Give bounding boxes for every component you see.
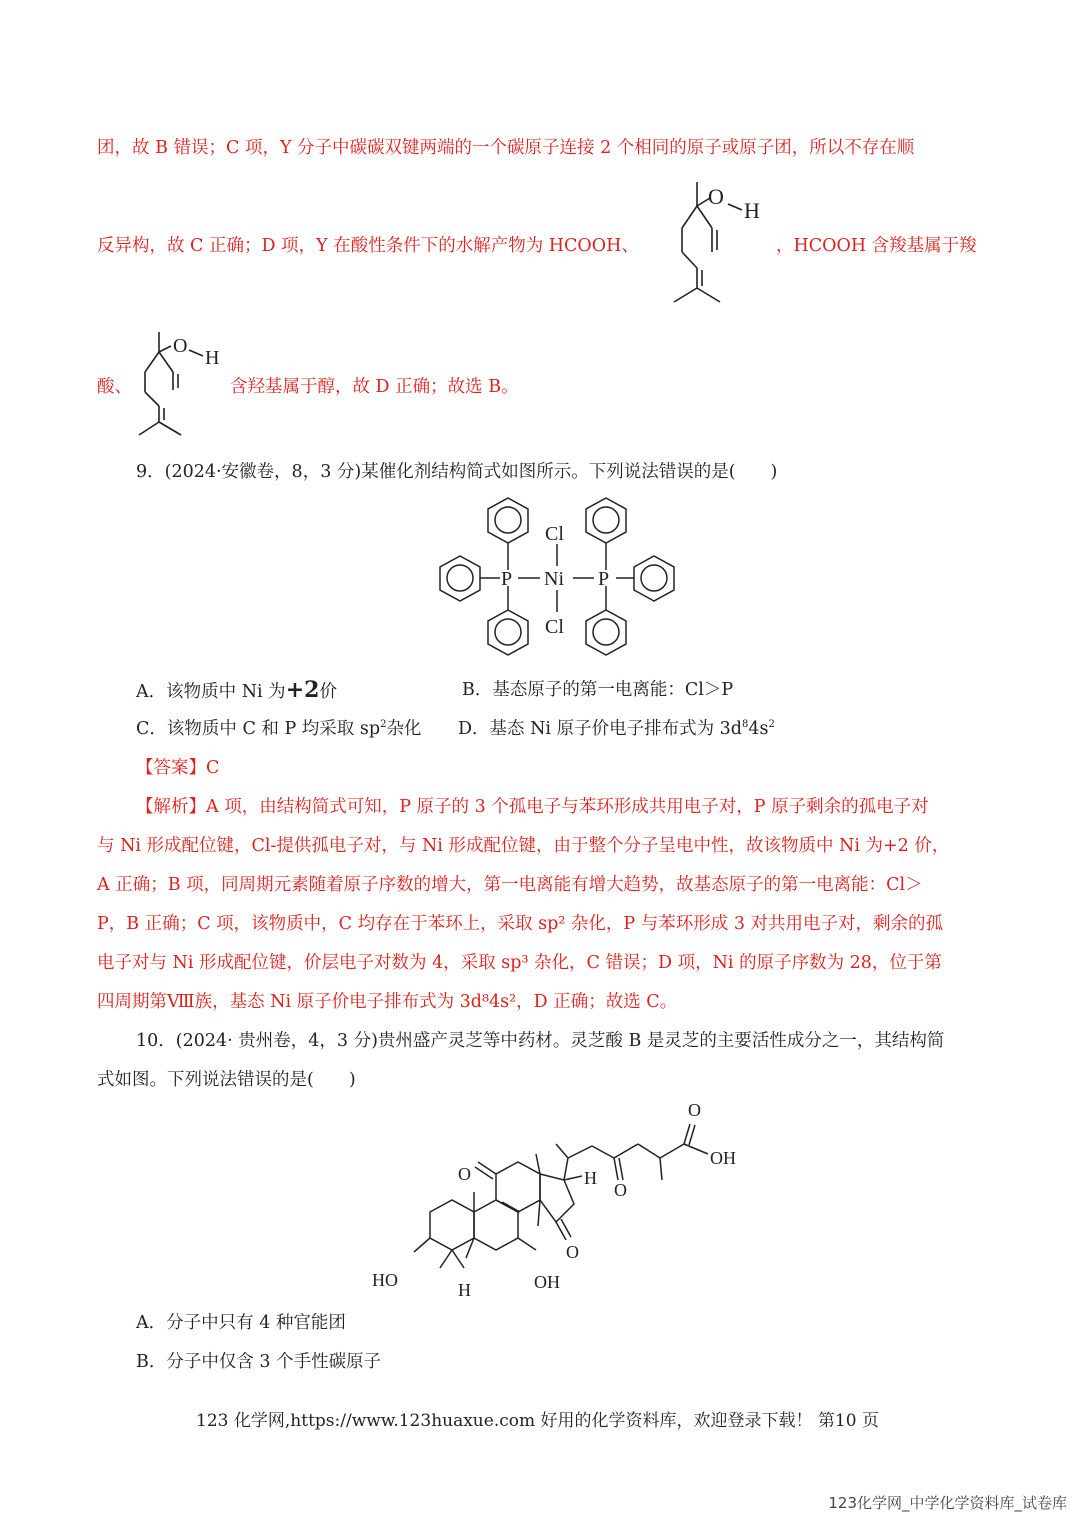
hydrogen-label: H xyxy=(584,1168,597,1188)
analysis-line-1: 团，故 B 错误；C 项，Y 分子中碳碳双键两端的一个碳原子连接 2 个相同的原子或原子团，所以不存在顺 xyxy=(97,138,915,158)
oxygen-label: O xyxy=(708,184,724,209)
hydroxyl-label: OH xyxy=(534,1272,560,1292)
q10-option-a: A．分子中只有 4 种官能团 xyxy=(136,1313,346,1333)
q9-stem: 9．(2024·安徽卷，8，3 分)某催化剂结构简式如图所示。下列说法错误的是( ) xyxy=(136,462,778,482)
q9-analysis-line: 电子对与 Ni 形成配位键，价层电子对数为 4，采取 sp³ 杂化，C 错误；D 项，Ni 的原子序数为 28，位于第 xyxy=(97,953,942,973)
nickel-label: Ni xyxy=(544,568,564,590)
q9-analysis-line: A 正确；B 项，同周期元素随着原子序数的增大，第一电离能有增大趋势，故基态原子的第一电离能：Cl＞ xyxy=(97,875,923,895)
q10-stem-1: 10．(2024· 贵州卷，4，3 分)贵州盛产灵芝等中药材。灵芝酸 B 是灵芝的主要活性成分之一，其结构简 xyxy=(136,1031,945,1051)
hydrogen-label: H xyxy=(744,198,760,223)
oxygen-label: O xyxy=(458,1164,471,1184)
q10-stem-2: 式如图。下列说法错误的是( ) xyxy=(97,1070,356,1090)
oxygen-label: O xyxy=(173,335,188,357)
page-footer: 123 化学网,https://www.123huaxue.com 好用的化学资料库，欢迎登录下载！ 第10 页 xyxy=(196,1411,879,1431)
analysis-line-2b: ，HCOOH 含羧基属于羧 xyxy=(776,236,977,256)
q9-option-b: B．基态原子的第一电离能：Cl＞P xyxy=(462,680,734,700)
q9-analysis-line: 与 Ni 形成配位键，Cl-提供孤电子对，与 Ni 形成配位键，由于整个分子呈电中性，故该物质中 Ni 为+2 价， xyxy=(97,836,950,856)
oxygen-label: O xyxy=(566,1242,579,1262)
oxygen-label: O xyxy=(688,1100,701,1120)
hydroxyl-label: HO xyxy=(372,1270,398,1290)
analysis-line-3b: 含羟基属于醇，故 D 正确；故选 B。 xyxy=(230,377,519,397)
molecule-structure-1 xyxy=(650,172,780,312)
q10-option-b: B．分子中仅含 3 个手性碳原子 xyxy=(136,1352,382,1372)
phosphorus-label: P xyxy=(598,568,610,590)
hydrogen-label: H xyxy=(205,347,220,369)
oxygen-label: O xyxy=(614,1180,627,1200)
q9-answer: 【答案】C xyxy=(136,758,220,778)
q9-option-a: A．该物质中 Ni 为+2价 xyxy=(136,677,337,703)
analysis-line-3a: 酸、 xyxy=(97,377,132,397)
catalyst-structure xyxy=(420,490,700,670)
q9-analysis-line: 四周期第Ⅷ族，基态 Ni 原子价电子排布式为 3d⁸4s²，D 正确；故选 C。 xyxy=(97,992,678,1012)
watermark: 123化学网_中学化学资料库_试卷库 xyxy=(828,1494,1067,1512)
hydrogen-label: H xyxy=(458,1280,471,1300)
q9-analysis-line: 【解析】A 项，由结构简式可知，P 原子的 3 个孤电子与苯环形成共用电子对，P 原子剩余的孤电子对 xyxy=(136,797,929,817)
molecule-structure-2 xyxy=(125,322,235,442)
chlorine-label: Cl xyxy=(545,616,564,638)
chlorine-label: Cl xyxy=(545,523,564,545)
ganoderic-acid-structure xyxy=(370,1100,750,1300)
q9-analysis-line: P，B 正确；C 项，该物质中，C 均存在于苯环上，采取 sp² 杂化，P 与苯环形成 3 对共用电子对，剩余的孤 xyxy=(97,914,944,934)
q9-option-d: D．基态 Ni 原子价电子排布式为 $3d^84s^2$ xyxy=(458,719,775,739)
phosphorus-label: P xyxy=(501,568,513,590)
analysis-line-2a: 反异构，故 C 正确；D 项，Y 在酸性条件下的水解产物为 HCOOH、 xyxy=(97,236,639,256)
q9-option-c: C．该物质中 C 和 P 均采取 $sp^2$杂化 xyxy=(136,719,422,739)
hydroxyl-label: OH xyxy=(710,1148,736,1168)
